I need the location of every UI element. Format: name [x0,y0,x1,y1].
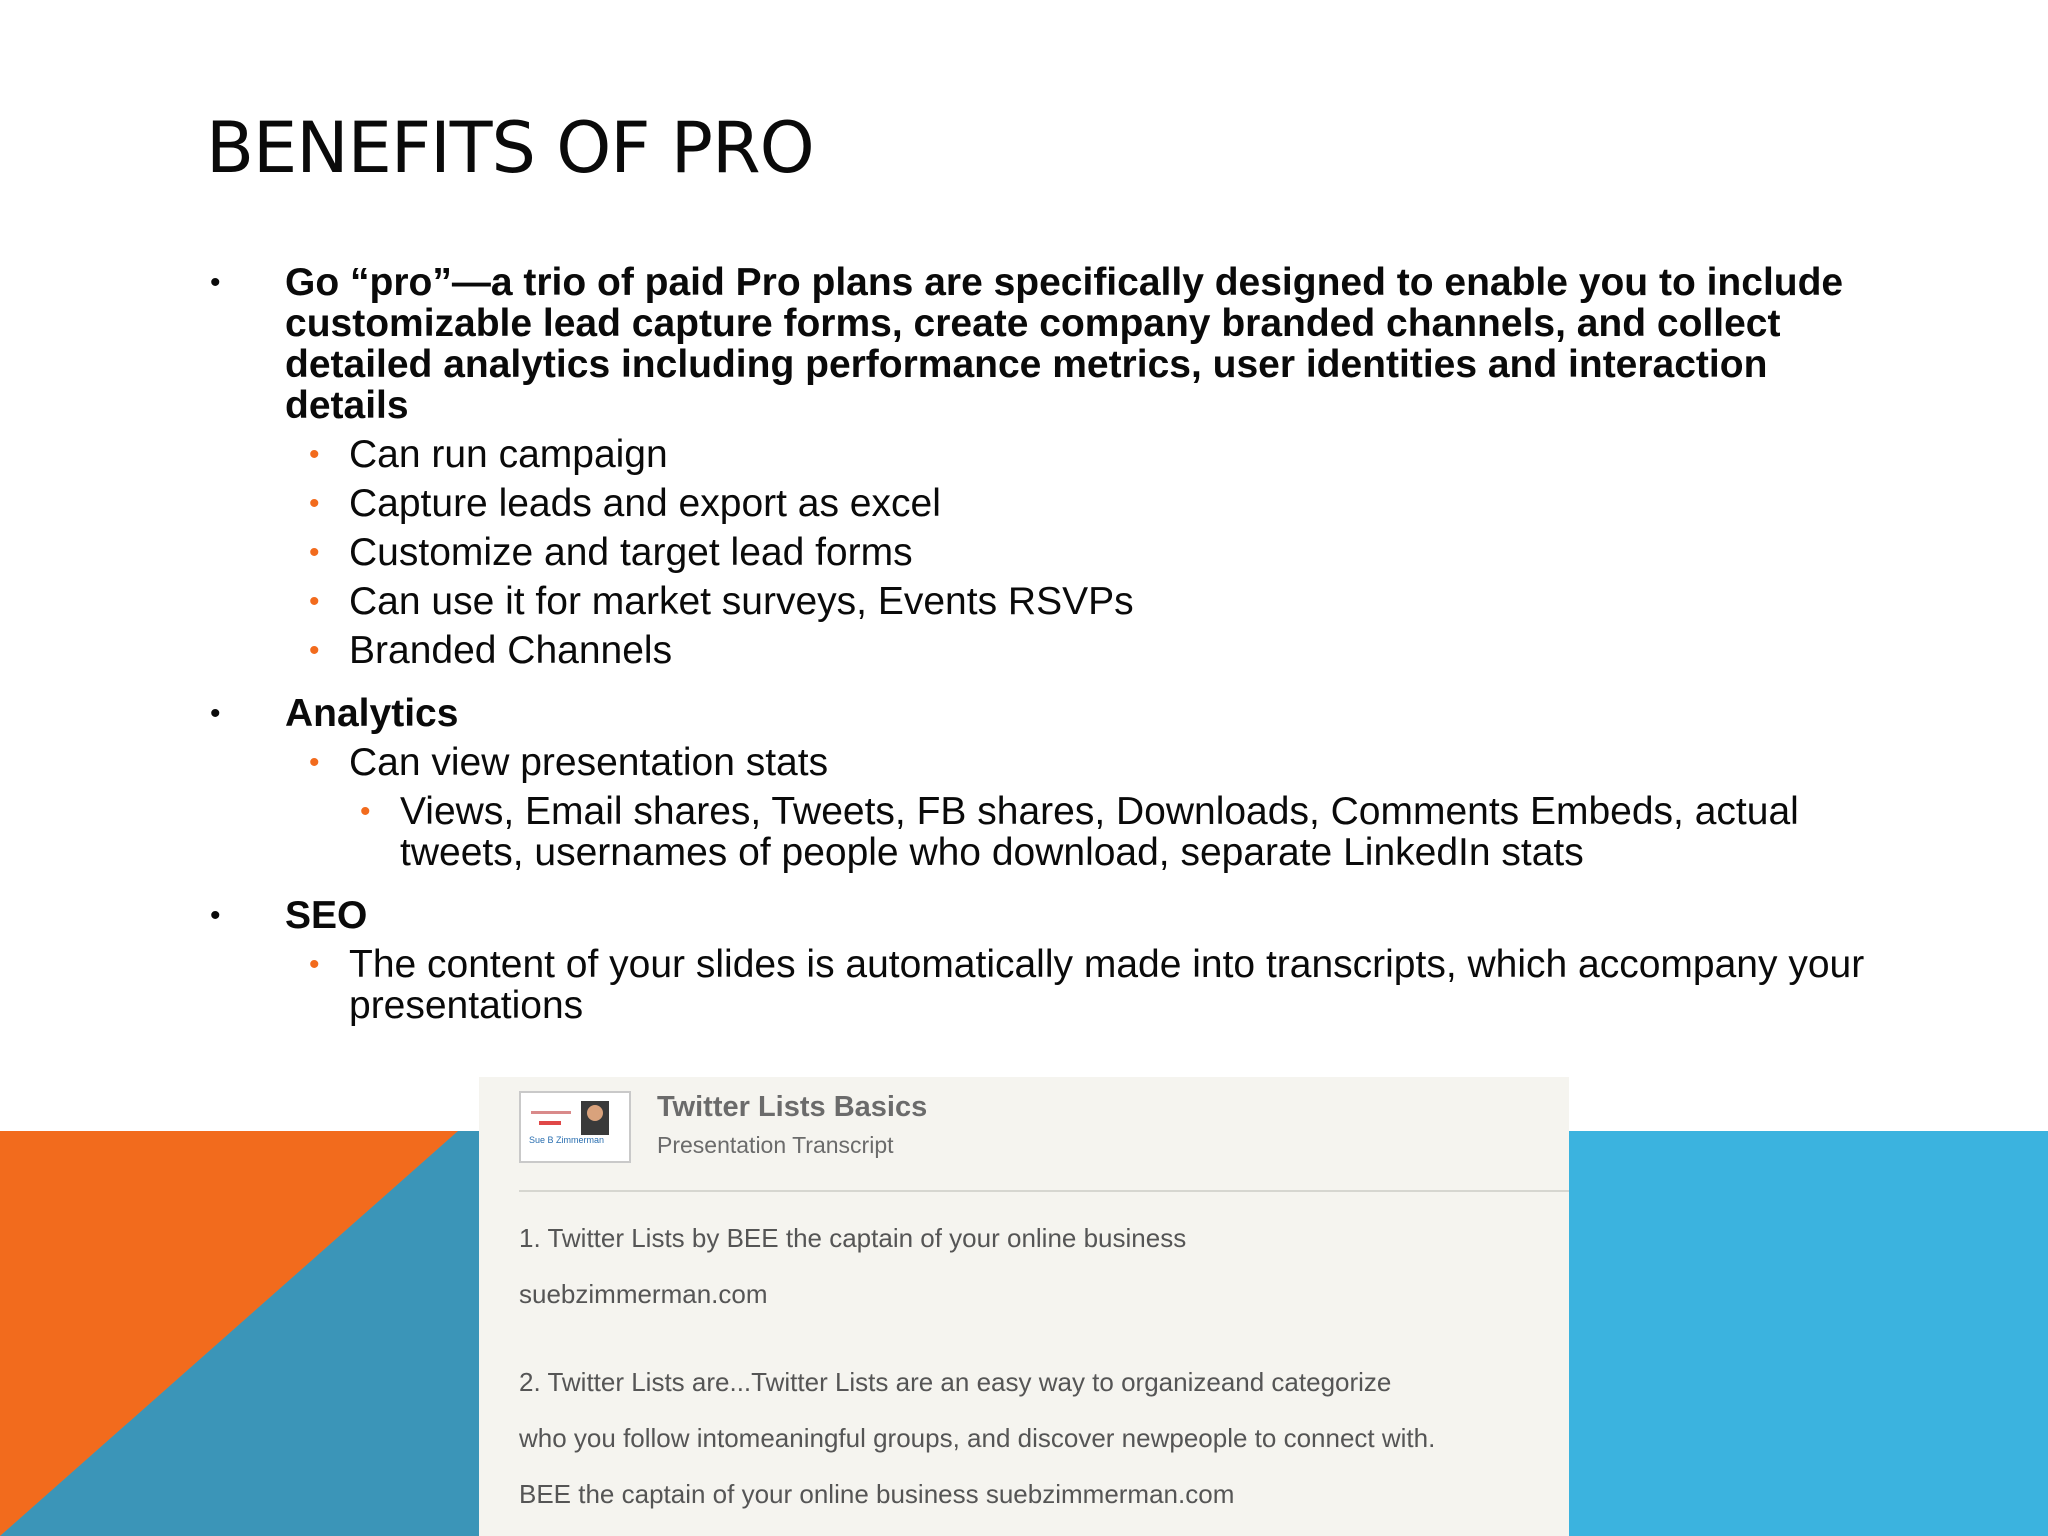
transcript-line: 1. Twitter Lists by BEE the captain of your online business [519,1223,1187,1253]
divider [519,1190,1569,1192]
orange-bullet-marker: • [309,746,320,779]
sub-item-text: Can use it for market surveys, Events RSVPs [349,580,1134,623]
list-item-text: Go “pro”—a trio of paid Pro plans are specifically designed to enable you to include customizable lead capture forms, create company branded channels, and collect detailed analytics including performance metrics, user identities and interaction details [285,261,1844,427]
thumbnail-art [521,1093,629,1161]
orange-bullet-marker: • [309,948,320,981]
orange-bullet-marker: • [309,634,320,667]
bullet-marker: • [210,899,221,932]
sub-item [206,581,1886,622]
transcript-line: 2. Twitter Lists are...Twitter Lists are an easy way to organizeand categorize [519,1367,1392,1397]
transcript-title: Twitter Lists Basics [657,1091,928,1123]
sub-item [206,742,1886,783]
sub-sub-item-text: Views, Email shares, Tweets, FB shares, Downloads, Comments Embeds, actual tweets, usernames of people who download, separate LinkedIn stats [400,790,1799,874]
sub-item [206,532,1886,573]
orange-bullet-marker: • [309,438,320,471]
list-item-text: SEO [285,894,368,937]
transcript-subtitle: Presentation Transcript [657,1132,894,1158]
sub-item [206,483,1886,524]
sub-item-text: The content of your slides is automatically made into transcripts, which accompany your presentations [349,943,1865,1027]
sub-item-text: Can run campaign [349,433,668,476]
slide-title: BENEFITS OF PRO [206,107,814,189]
list-item-text: Analytics [285,692,459,735]
thumbnail-caption: Sue B Zimmerman [529,1135,605,1145]
transcript-line: suebzimmerman.com [519,1279,768,1309]
presentation-thumbnail-icon [519,1091,631,1163]
sub-item [206,944,1886,1026]
list-item-seo [206,895,1886,936]
transcript-screenshot [479,1077,1569,1536]
bullet-marker: • [210,266,221,299]
bullet-list [206,262,1886,1026]
list-item-analytics [206,693,1886,734]
sub-item [206,434,1886,475]
transcript-line: BEE the captain of your online business suebzimmerman.com [519,1479,1235,1509]
bullet-marker: • [210,697,221,730]
orange-bullet-marker: • [309,536,320,569]
orange-bullet-marker: • [309,585,320,618]
sub-item-text: Can view presentation stats [349,741,829,784]
sub-item-text: Branded Channels [349,629,673,672]
sub-item [206,630,1886,671]
orange-bullet-marker: • [360,795,371,828]
sub-sub-item [206,791,1886,873]
sub-item-text: Customize and target lead forms [349,531,913,574]
orange-bullet-marker: • [309,487,320,520]
sub-item-text: Capture leads and export as excel [349,482,941,525]
transcript-line: who you follow intomeaningful groups, and discover newpeople to connect with. [519,1423,1436,1453]
list-item-go-pro [206,262,1886,426]
